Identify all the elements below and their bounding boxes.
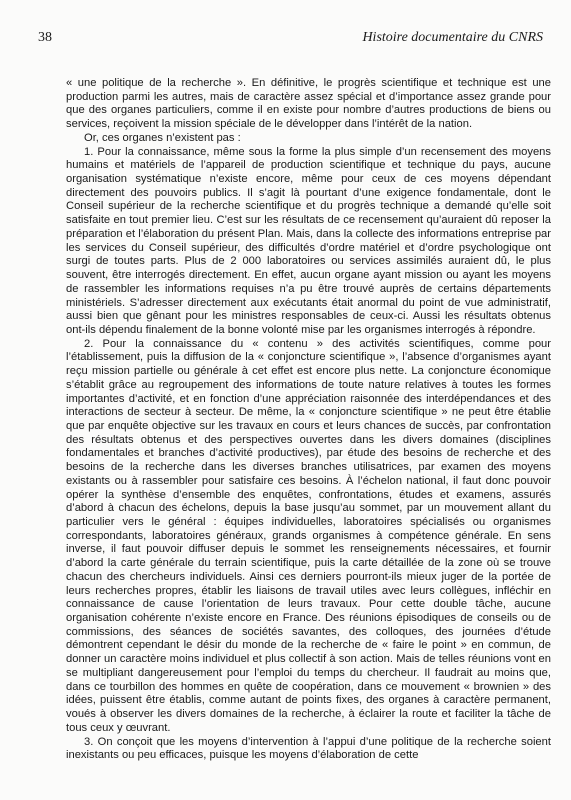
page-number: 38 (38, 30, 52, 45)
page-header (38, 30, 543, 52)
paragraph: 1. Pour la connaissance, même sous la forme la plus simple d’un recensement des moyens humains et matériels de l’appareil de production scientifique et technique du pays, aucune organisation systématique n’existe encore, même pour ceux de ces moyens dépendant directement des pouvoirs publics. Il s’agit là pourtant d’une exigence fondamentale, dont le Conseil supérieur de la recherche scientifique et du progrès technique a demandé qu’elle soit satisfaite en tout premier lieu. C’est sur les résultats de ce recensement qu’auraient dû reposer la préparation et l’élaboration du présent Plan. Mais, dans la collecte des informations entreprise par les services du Conseil supérieur, des difficultés d’ordre matériel et d’ordre psychologique ont surgi de toutes parts. Plus de 2 000 laboratoires ou services assimilés auraient dû, le plus souvent, être interrogés directement. En effet, aucun organe ayant mission ou ayant les moyens de rassembler les informations requises n’a pu être trouvé auprès de certains départements ministériels. S’adresser directement aux exécutants était anormal du point de vue administratif, aussi bien que gênant pour les ministres responsables de ceux-ci. Aussi les résultats obtenus ont-ils dépendu finalement de la bonne volonté mise par les organismes interrogés à répondre. (66, 145, 551, 336)
paragraph: 3. On conçoit que les moyens d’intervention à l’appui d’une politique de la recherche soient inexistants ou peu efficaces, puisque les moyens d’élaboration de cette (66, 735, 551, 762)
paragraph: Or, ces organes n’existent pas : (84, 131, 241, 144)
running-title: Histoire documentaire du CNRS (362, 30, 543, 45)
paragraph: « une politique de la recherche ». En définitive, le progrès scientifique et technique est une production parmi les autres, mais de caractère assez spécial et d’importance assez grande pour que des organes particuliers, comme il en existe pour nombre d’autres productions de biens ou services, reçoivent la mission spéciale de le développer dans l’intérêt de la nation. (66, 77, 551, 131)
paragraph: 2. Pour la connaissance du « contenu » des activités scientifiques, comme pour l’établissement, puis la diffusion de la « conjoncture scientifique », l’absence d’organismes ayant reçu mission partielle ou générale à cet effet est encore plus nette. La conjoncture économique s’établit grâce au regroupement des informations de toute nature relatives à toutes les formes importantes d’activité, et en fonction d’une appréciation raisonnée des interdépendances et des interactions de secteur à secteur. De même, la « conjoncture scientifique » ne peut être établie que par enquête objective sur les travaux en cours et leurs chances de succès, par confrontation des résultats obtenus et des perspectives ouvertes dans les divers domaines (disciplines fondamentales et branches d’activité productives), par étude des besoins de recherche et des besoins de la recherche dans les diverses branches utilisatrices, par examen des moyens existants ou à rassembler pour satisfaire ces besoins. À l’échelon national, il faut donc pouvoir opérer la synthèse d’ensemble des enquêtes, confrontations, études et examens, assurés d’abord à chacun des échelons, depuis la base jusqu’au sommet, par un mouvement allant du particulier vers le général : équipes individuelles, laboratoires spécialisés ou organismes correspondants, laboratoires généraux, grands organismes à compétence générale. En sens inverse, il faut pouvoir diffuser depuis le sommet les renseignements nécessaires, et fournir d’abord la carte générale du terrain scientifique, puis la carte détaillée de la zone où se trouve chacun des chercheurs individuels. Ainsi ces derniers pourront-ils mieux juger de la portée de leurs recherches propres, établir les liaisons de travail utiles avec leurs collègues, infléchir en connaissance de cause l’orientation de leurs travaux. Pour cette double tâche, aucune organisation cohérente n’existe encore en France. Des réunions épisodiques de conseils ou de commissions, des séances de sociétés savantes, des colloques, des journées d’étude démontrent cependant le désir du monde de la recherche de « faire le point » en commun, de donner un caractère moins individuel et plus collectif à son action. Mais de telles réunions vont en se multipliant dangereusement pour l’emploi du temps du chercheur. Il faudrait au moins que, dans ce tourbillon des hommes en quête de coopération, dans ce mouvement « brownien » des idées, puissent être établis, comme autant de points fixes, des organes à caractère permanent, voués à observer les divers domaines de la recherche, à éclairer la route et faciliter la tâche de tous ceux y œuvrant. (66, 337, 551, 734)
body-text (66, 77, 551, 763)
